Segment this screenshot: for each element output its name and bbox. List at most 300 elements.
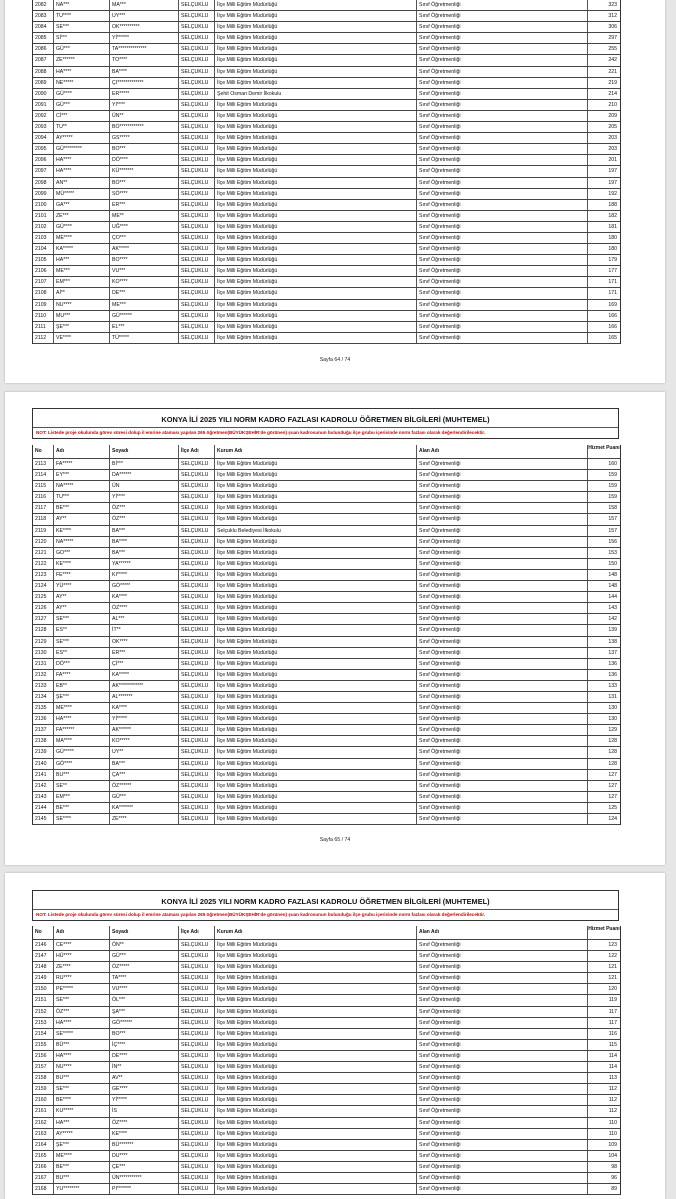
cell-service-points: 117 [608,1019,617,1026]
cell-surname: BO*** [110,144,179,154]
cell-surname: GÖ***** [110,581,179,591]
cell-service-points: 142 [608,616,617,623]
cell-no: 2087 [33,55,54,65]
cell-institution: İlçe Milli Eğitim Müdürlüğü [215,614,417,624]
cell-first-name: ÖZ*** [54,1007,110,1017]
cell-surname: OK**** [110,637,179,647]
cell-first-name: SE*** [54,614,110,624]
cell-service-points: 219 [608,79,617,86]
cell-surname: BA*** [110,548,179,558]
cell-district: SELÇUKLU [179,211,215,221]
cell-field: Sınıf Öğretmenliği [417,155,588,165]
cell-first-name: GA*** [54,200,110,210]
table-row [33,1118,620,1129]
cell-no: 2091 [33,100,54,110]
cell-institution: İlçe Milli Eğitim Müdürlüğü [215,603,417,613]
cell-service-points: 180 [608,246,617,253]
cell-no: 2155 [33,1040,54,1050]
table-row [33,692,620,703]
table-row [33,1040,620,1051]
cell-service-points: 197 [608,179,617,186]
cell-district: SELÇUKLU [179,266,215,276]
table-row [33,89,620,100]
cell-field: Sınıf Öğretmenliği [417,1106,588,1116]
cell-field: Sınıf Öğretmenliği [417,266,588,276]
cell-no: 2088 [33,67,54,77]
cell-field: Sınıf Öğretmenliği [417,1062,588,1072]
cell-district: SELÇUKLU [179,300,215,310]
cell-no: 2123 [33,570,54,580]
cell-district: SELÇUKLU [179,995,215,1005]
cell-field: Sınıf Öğretmenliği [417,581,588,591]
cell-surname: SÖ**** [110,189,179,199]
cell-service-points: 255 [608,46,617,53]
cell-no: 2141 [33,770,54,780]
cell-district: SELÇUKLU [179,459,215,469]
table-row [33,1051,620,1062]
cell-first-name: MÜ***** [54,189,110,199]
cell-service-points: 128 [608,738,617,745]
table-row [33,1106,620,1117]
cell-district: SELÇUKLU [179,781,215,791]
cell-institution: İlçe Milli Eğitim Müdürlüğü [215,470,417,480]
cell-field: Sınıf Öğretmenliği [417,781,588,791]
cell-surname: BO************ [110,122,179,132]
header-district: İlçe Adı [179,445,215,458]
table-row [33,322,620,333]
cell-service-points: 96 [611,1174,617,1181]
table-row [33,759,620,770]
cell-field: Sınıf Öğretmenliği [417,984,588,994]
cell-institution: İlçe Milli Eğitim Müdürlüğü [215,211,417,221]
table-row [33,951,620,962]
cell-district: SELÇUKLU [179,951,215,961]
cell-service-points: 113 [608,1075,617,1082]
cell-first-name: TU*** [54,492,110,502]
cell-district: SELÇUKLU [179,233,215,243]
cell-institution: İlçe Milli Eğitim Müdürlüğü [215,67,417,77]
cell-district: SELÇUKLU [179,940,215,950]
cell-service-points: 158 [608,505,617,512]
cell-surname: KA**** [110,703,179,713]
table-row [33,11,620,22]
cell-district: SELÇUKLU [179,637,215,647]
cell-field: Sınıf Öğretmenliği [417,1084,588,1094]
cell-first-name: GÜ**** [54,89,110,99]
cell-first-name: NA***** [54,537,110,547]
document-page-65 [5,392,665,865]
cell-surname: ÖZ**** [110,603,179,613]
cell-first-name: FA****** [54,725,110,735]
cell-service-points: 171 [608,290,617,297]
cell-district: SELÇUKLU [179,514,215,524]
cell-field: Sınıf Öğretmenliği [417,111,588,121]
cell-institution: İlçe Milli Eğitim Müdürlüğü [215,1106,417,1116]
table-row [33,1162,620,1173]
cell-first-name: HA*** [54,1118,110,1128]
cell-district: SELÇUKLU [179,144,215,154]
cell-institution: İlçe Milli Eğitim Müdürlüğü [215,155,417,165]
cell-surname: AL******* [110,692,179,702]
cell-district: SELÇUKLU [179,770,215,780]
cell-district: SELÇUKLU [179,670,215,680]
cell-institution: İlçe Milli Eğitim Müdürlüğü [215,1051,417,1061]
table-row [33,155,620,166]
table-row [33,570,620,581]
cell-no: 2097 [33,166,54,176]
cell-institution: İlçe Milli Eğitim Müdürlüğü [215,1062,417,1072]
table-row [33,592,620,603]
cell-field: Sınıf Öğretmenliği [417,166,588,176]
cell-service-points: 89 [611,1186,617,1193]
cell-surname: KÜ******* [110,166,179,176]
cell-institution: İlçe Milli Eğitim Müdürlüğü [215,681,417,691]
cell-district: SELÇUKLU [179,625,215,635]
cell-first-name: EY*** [54,470,110,480]
cell-field: Sınıf Öğretmenliği [417,625,588,635]
header-service-points: Hizmet Puanı [588,926,620,932]
cell-first-name: AN** [54,178,110,188]
table-row [33,940,620,951]
cell-surname: GE**** [110,1084,179,1094]
cell-field: Sınıf Öğretmenliği [417,526,588,536]
cell-service-points: 323 [608,2,617,8]
cell-field: Sınıf Öğretmenliği [417,470,588,480]
cell-field: Sınıf Öğretmenliği [417,1129,588,1139]
cell-no: 2100 [33,200,54,210]
cell-district: SELÇUKLU [179,1040,215,1050]
cell-no: 2138 [33,736,54,746]
cell-institution: İlçe Milli Eğitim Müdürlüğü [215,144,417,154]
cell-service-points: 148 [608,583,617,590]
cell-district: SELÇUKLU [179,33,215,43]
cell-district: SELÇUKLU [179,659,215,669]
cell-institution: İlçe Milli Eğitim Müdürlüğü [215,255,417,265]
cell-no: 2146 [33,940,54,950]
cell-no: 2110 [33,311,54,321]
cell-service-points: 203 [608,135,617,142]
cell-district: SELÇUKLU [179,178,215,188]
cell-district: SELÇUKLU [179,814,215,824]
cell-district: SELÇUKLU [179,581,215,591]
cell-surname: Yİ***** [110,714,179,724]
cell-first-name: SE***** [54,1029,110,1039]
cell-district: SELÇUKLU [179,222,215,232]
cell-service-points: 114 [608,1052,617,1059]
cell-surname: DU**** [110,1151,179,1161]
cell-surname: KA**** [110,592,179,602]
cell-institution: İlçe Milli Eğitim Müdürlüğü [215,703,417,713]
cell-no: 2103 [33,233,54,243]
cell-first-name: FE**** [54,570,110,580]
cell-no: 2139 [33,747,54,757]
cell-first-name: GÜ***** [54,747,110,757]
cell-surname: AL*** [110,614,179,624]
cell-service-points: 136 [608,660,617,667]
cell-surname: VU*** [110,266,179,276]
cell-field: Sınıf Öğretmenliği [417,792,588,802]
cell-surname: TÜ***** [110,333,179,343]
cell-institution: İlçe Milli Eğitim Müdürlüğü [215,33,417,43]
cell-surname: İN** [110,1062,179,1072]
cell-no: 2149 [33,973,54,983]
cell-no: 2096 [33,155,54,165]
cell-first-name: SE*** [54,22,110,32]
cell-institution: İlçe Milli Eğitim Müdürlüğü [215,692,417,702]
cell-service-points: 127 [608,793,617,800]
cell-service-points: 159 [608,472,617,479]
cell-first-name: ME*** [54,266,110,276]
cell-field: Sınıf Öğretmenliği [417,759,588,769]
table-row [33,111,620,122]
cell-no: 2107 [33,277,54,287]
cell-no: 2132 [33,670,54,680]
cell-service-points: 171 [608,279,617,286]
cell-field: Sınıf Öğretmenliği [417,481,588,491]
cell-service-points: 114 [608,1064,617,1071]
cell-institution: İlçe Milli Eğitim Müdürlüğü [215,637,417,647]
cell-surname: YA****** [110,559,179,569]
cell-service-points: 131 [608,693,617,700]
cell-first-name: AY** [54,603,110,613]
cell-no: 2116 [33,492,54,502]
cell-no: 2154 [33,1029,54,1039]
cell-no: 2127 [33,614,54,624]
cell-surname: KI***** [110,570,179,580]
cell-field: Sınıf Öğretmenliği [417,322,588,332]
cell-first-name: BE*** [54,503,110,513]
cell-first-name: BE*** [54,1162,110,1172]
cell-field: Sınıf Öğretmenliği [417,714,588,724]
cell-no: 2092 [33,111,54,121]
table-row [33,300,620,311]
cell-no: 2104 [33,244,54,254]
cell-district: SELÇUKLU [179,725,215,735]
cell-district: SELÇUKLU [179,681,215,691]
cell-no: 2117 [33,503,54,513]
cell-field: Sınıf Öğretmenliği [417,747,588,757]
cell-field: Sınıf Öğretmenliği [417,592,588,602]
cell-district: SELÇUKLU [179,1007,215,1017]
cell-service-points: 115 [608,1041,617,1048]
cell-field: Sınıf Öğretmenliği [417,1029,588,1039]
cell-field: Sınıf Öğretmenliği [417,189,588,199]
cell-first-name: KE**** [54,559,110,569]
cell-no: 2140 [33,759,54,769]
cell-field: Sınıf Öğretmenliği [417,22,588,32]
cell-institution: İlçe Milli Eğitim Müdürlüğü [215,770,417,780]
cell-no: 2167 [33,1173,54,1183]
cell-field: Sınıf Öğretmenliği [417,648,588,658]
cell-surname: DE**** [110,1051,179,1061]
cell-first-name: GÜ*** [54,44,110,54]
cell-first-name: SE*** [54,995,110,1005]
cell-field: Sınıf Öğretmenliği [417,1173,588,1183]
cell-no: 2153 [33,1018,54,1028]
cell-first-name: NA*** [54,0,110,10]
cell-district: SELÇUKLU [179,11,215,21]
table-row [33,266,620,277]
cell-field: Sınıf Öğretmenliği [417,670,588,680]
cell-district: SELÇUKLU [179,592,215,602]
cell-surname: BO*** [110,178,179,188]
cell-institution: İlçe Milli Eğitim Müdürlüğü [215,951,417,961]
table-row [33,792,620,803]
table-row [33,1140,620,1151]
cell-no: 2109 [33,300,54,310]
cell-first-name: ŞE*** [54,692,110,702]
table-row [33,659,620,670]
cell-first-name: GÖ**** [54,759,110,769]
table-row [33,714,620,725]
cell-no: 2084 [33,22,54,32]
cell-field: Sınıf Öğretmenliği [417,537,588,547]
cell-surname: ÇE*** [110,1162,179,1172]
cell-service-points: 188 [608,201,617,208]
cell-field: Sınıf Öğretmenliği [417,133,588,143]
cell-surname: DE*** [110,288,179,298]
cell-surname: BA**** [110,537,179,547]
table-row [33,614,620,625]
cell-first-name: ŞE*** [54,1140,110,1150]
cell-surname: ÇI************* [110,78,179,88]
cell-no: 2152 [33,1007,54,1017]
cell-field: Sınıf Öğretmenliği [417,962,588,972]
cell-district: SELÇUKLU [179,67,215,77]
cell-field: Sınıf Öğretmenliği [417,100,588,110]
cell-institution: İlçe Milli Eğitim Müdürlüğü [215,322,417,332]
teacher-table [32,0,621,344]
cell-field: Sınıf Öğretmenliği [417,459,588,469]
cell-field: Sınıf Öğretmenliği [417,311,588,321]
table-row [33,725,620,736]
cell-institution: Şehit Osman Demir İlkokulu [215,89,417,99]
cell-service-points: 129 [608,727,617,734]
table-row [33,277,620,288]
cell-district: SELÇUKLU [179,526,215,536]
table-row [33,514,620,525]
table-row [33,288,620,299]
cell-field: Sınıf Öğretmenliği [417,333,588,343]
cell-service-points: 120 [608,986,617,993]
cell-surname: ER***** [110,89,179,99]
cell-first-name: ZE**** [54,962,110,972]
cell-surname: GÜ*** [110,951,179,961]
cell-field: Sınıf Öğretmenliği [417,548,588,558]
teacher-table [32,926,621,1195]
cell-first-name: ME**** [54,233,110,243]
cell-field: Sınıf Öğretmenliği [417,659,588,669]
cell-field: Sınıf Öğretmenliği [417,200,588,210]
cell-first-name: HÜ**** [54,951,110,961]
table-row [33,22,620,33]
table-row [33,1095,620,1106]
cell-first-name: HA**** [54,155,110,165]
cell-district: SELÇUKLU [179,692,215,702]
cell-no: 2099 [33,189,54,199]
table-row [33,1184,620,1195]
cell-no: 2090 [33,89,54,99]
cell-surname: YI**** [110,100,179,110]
cell-institution: İlçe Milli Eğitim Müdürlüğü [215,55,417,65]
table-row [33,973,620,984]
cell-surname: ÖZ*** [110,514,179,524]
cell-no: 2083 [33,11,54,21]
table-row [33,581,620,592]
cell-surname: İT** [110,625,179,635]
cell-service-points: 201 [608,157,617,164]
table-row [33,311,620,322]
cell-no: 2098 [33,178,54,188]
cell-district: SELÇUKLU [179,311,215,321]
cell-district: SELÇUKLU [179,1106,215,1116]
cell-field: Sınıf Öğretmenliği [417,503,588,513]
cell-institution: İlçe Milli Eğitim Müdürlüğü [215,803,417,813]
cell-district: SELÇUKLU [179,1095,215,1105]
cell-field: Sınıf Öğretmenliği [417,244,588,254]
cell-district: SELÇUKLU [179,1084,215,1094]
cell-surname: ÖZ****** [110,781,179,791]
cell-district: SELÇUKLU [179,736,215,746]
report-title: KONYA İLİ 2025 YILI NORM KADRO FAZLASI KADROLU ÖĞRETMEN BİLGİLERİ (MUHTEMEL) [161,415,490,424]
cell-surname: ÜN** [110,111,179,121]
cell-surname: DA****** [110,470,179,480]
cell-field: Sınıf Öğretmenliği [417,940,588,950]
table-header-row [33,926,620,940]
cell-institution: İlçe Milli Eğitim Müdürlüğü [215,792,417,802]
cell-field: Sınıf Öğretmenliği [417,78,588,88]
cell-field: Sınıf Öğretmenliği [417,0,588,10]
cell-surname: ER*** [110,200,179,210]
cell-district: SELÇUKLU [179,166,215,176]
cell-service-points: 312 [608,13,617,20]
cell-surname: ÖZ***** [110,962,179,972]
cell-service-points: 157 [608,516,617,523]
cell-institution: İlçe Milli Eğitim Müdürlüğü [215,1140,417,1150]
cell-service-points: 180 [608,234,617,241]
table-row [33,814,620,825]
cell-institution: İlçe Milli Eğitim Müdürlüğü [215,814,417,824]
cell-institution: İlçe Milli Eğitim Müdürlüğü [215,1084,417,1094]
table-row [33,1018,620,1029]
cell-district: SELÇUKLU [179,984,215,994]
cell-surname: ÜN*********** [110,1173,179,1183]
cell-service-points: 124 [608,816,617,822]
table-row [33,603,620,614]
cell-first-name: AY** [54,592,110,602]
table-row [33,459,620,470]
cell-no: 2094 [33,133,54,143]
cell-district: SELÇUKLU [179,78,215,88]
cell-institution: İlçe Milli Eğitim Müdürlüğü [215,759,417,769]
cell-service-points: 104 [608,1152,617,1159]
cell-field: Sınıf Öğretmenliği [417,1184,588,1194]
cell-first-name: MA**** [54,736,110,746]
cell-district: SELÇUKLU [179,322,215,332]
cell-first-name: DÖ*** [54,659,110,669]
cell-district: SELÇUKLU [179,0,215,10]
cell-first-name: SE** [54,781,110,791]
cell-district: SELÇUKLU [179,747,215,757]
cell-institution: İlçe Milli Eğitim Müdürlüğü [215,736,417,746]
cell-no: 2125 [33,592,54,602]
table-row [33,1084,620,1095]
cell-service-points: 153 [608,549,617,556]
cell-no: 2163 [33,1129,54,1139]
cell-surname: UY*** [110,11,179,21]
cell-institution: İlçe Milli Eğitim Müdürlüğü [215,962,417,972]
cell-no: 2118 [33,514,54,524]
